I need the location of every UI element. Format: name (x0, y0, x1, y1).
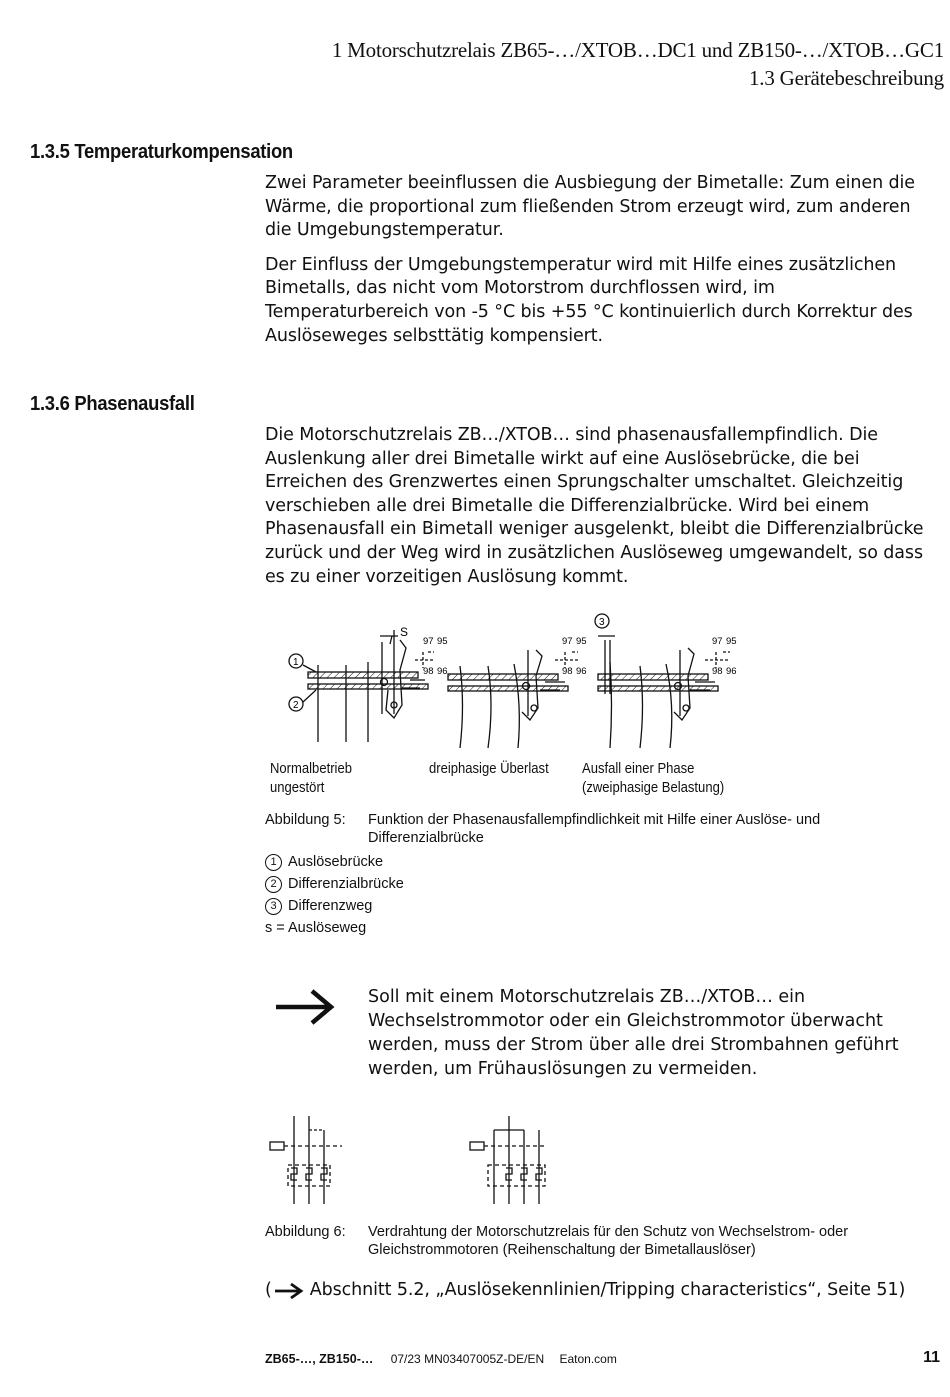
phase-loss-diagram (260, 610, 950, 760)
figure-6-caption (265, 1223, 945, 1263)
contact-98: 98 (423, 666, 434, 677)
cross-reference[interactable] (265, 1279, 933, 1303)
marker-1: 1 (293, 657, 299, 668)
contact-95: 95 (437, 636, 448, 647)
caption-label: Abbildung 6: (265, 1224, 346, 1240)
figure-5-caption (265, 811, 945, 851)
page-number: 11 (923, 1349, 940, 1366)
contact-97: 97 (712, 636, 723, 647)
legend-item: s = Auslöseweg (265, 920, 367, 936)
contact-95: 95 (726, 636, 737, 647)
contact-95: 95 (576, 636, 587, 647)
legend-item: 3 Differenzweg (265, 895, 404, 917)
section-title-phase-loss: 1.3.6 Phasenausfall (30, 393, 195, 415)
marker-2: 2 (293, 700, 299, 711)
contact-96: 96 (576, 666, 587, 677)
paragraph: Die Motorschutzrelais ZB…/XTOB… sind phasenausfallempfindlich. Die Auslenkung aller drei Bimetalle wirkt auf eine Auslösebrücke, die bei Erreichen des Grenzwertes einen Sprungschalter umschaltet. Gleichzeitig verschieben alle drei Bimetalle die Differenzialbrücke. Wird bei einem Phasenausfall ein Bimetall weniger ausgelenkt, bleibt die Differenzialbrücke zurück und der Weg wird in zusätzlichen Auslöseweg umgewandelt, so dass es zu einer vorzeitigen Auslösung kommt. (265, 425, 924, 587)
caption-text: Funktion der Phasenausfallempfindlichkeit mit Hilfe einer Auslöse- und Differenzialbrücke (368, 812, 821, 846)
figure-label-three-phase: dreiphasige Überlast (429, 761, 549, 777)
contact-97: 97 (423, 636, 434, 647)
contact-97: 97 (562, 636, 573, 647)
paragraph: Zwei Parameter beeinflussen die Ausbiegung der Bimetalle: Zum einen die Wärme, die proportional zum fließenden Strom erzeugt wird, zum anderen die Umgebungstemperatur. (265, 173, 915, 241)
section-body-temperature (265, 172, 933, 348)
arrow-right-icon (274, 988, 336, 1026)
section-title-temperature: 1.3.5 Temperaturkompensation (30, 141, 293, 163)
legend-item: 1 Auslösebrücke (265, 851, 404, 873)
paragraph: Der Einfluss der Umgebungstemperatur wird mit Hilfe eines zusätzlichen Bimetalls, das nicht vom Motorstrom durchflossen wird, im Temperaturbereich von -5 °C bis +55 °C kontinuierlich durch Korrektur des Auslöseweges selbsttätig kompensiert. (265, 254, 913, 346)
section-body-phase-loss (265, 424, 933, 589)
arrow-right-icon (274, 1282, 304, 1300)
contact-96: 96 (726, 666, 737, 677)
header-chapter: 1 Motorschutzrelais ZB65-…/XTOB…DC1 und ZB150-…/XTOB…GC1 (331, 38, 944, 62)
footer-product: ZB65-…, ZB150-… (265, 1352, 374, 1366)
contact-98: 98 (562, 666, 573, 677)
footer-doc: 07/23 MN03407005Z-DE/EN (390, 1352, 545, 1366)
header-section: 1.3 Gerätebeschreibung (748, 66, 944, 90)
note-text: Soll mit einem Motorschutzrelais ZB…/XTOB… ein Wechselstrommotor oder ein Gleichstrommotor überwacht werden, muss der Strom über alle drei Strombahnen geführt werden, um Frühauslösungen zu vermeiden. (368, 987, 899, 1079)
wiring-diagram-dc (462, 1110, 562, 1210)
wiring-diagram-ac (262, 1110, 362, 1210)
caption-text: Verdrahtung der Motorschutzrelais für den Schutz von Wechselstrom- oder Gleichstrommotoren (Reihenschaltung der Bimetallauslöser) (368, 1224, 849, 1258)
marker-3: 3 (599, 617, 605, 628)
figure-label-normal: Normalbetrieb ungestört (270, 761, 352, 796)
footer (265, 1352, 617, 1366)
legend-item: 2 Differenzialbrücke (265, 873, 404, 895)
reference-link[interactable]: Abschnitt 5.2, „Auslösekennlinien/Tripping characteristics“, Seite 51) (309, 1280, 906, 1300)
contact-96: 96 (437, 666, 448, 677)
figure-5-legend (265, 851, 404, 939)
reference-open-paren: ( (265, 1280, 272, 1300)
contact-98: 98 (712, 666, 723, 677)
caption-label: Abbildung 5: (265, 812, 346, 828)
label-s: S (400, 625, 409, 639)
footer-site[interactable]: Eaton.com (559, 1352, 617, 1366)
figure-label-phase-loss: Ausfall einer Phase (zweiphasige Belastung) (582, 761, 725, 796)
